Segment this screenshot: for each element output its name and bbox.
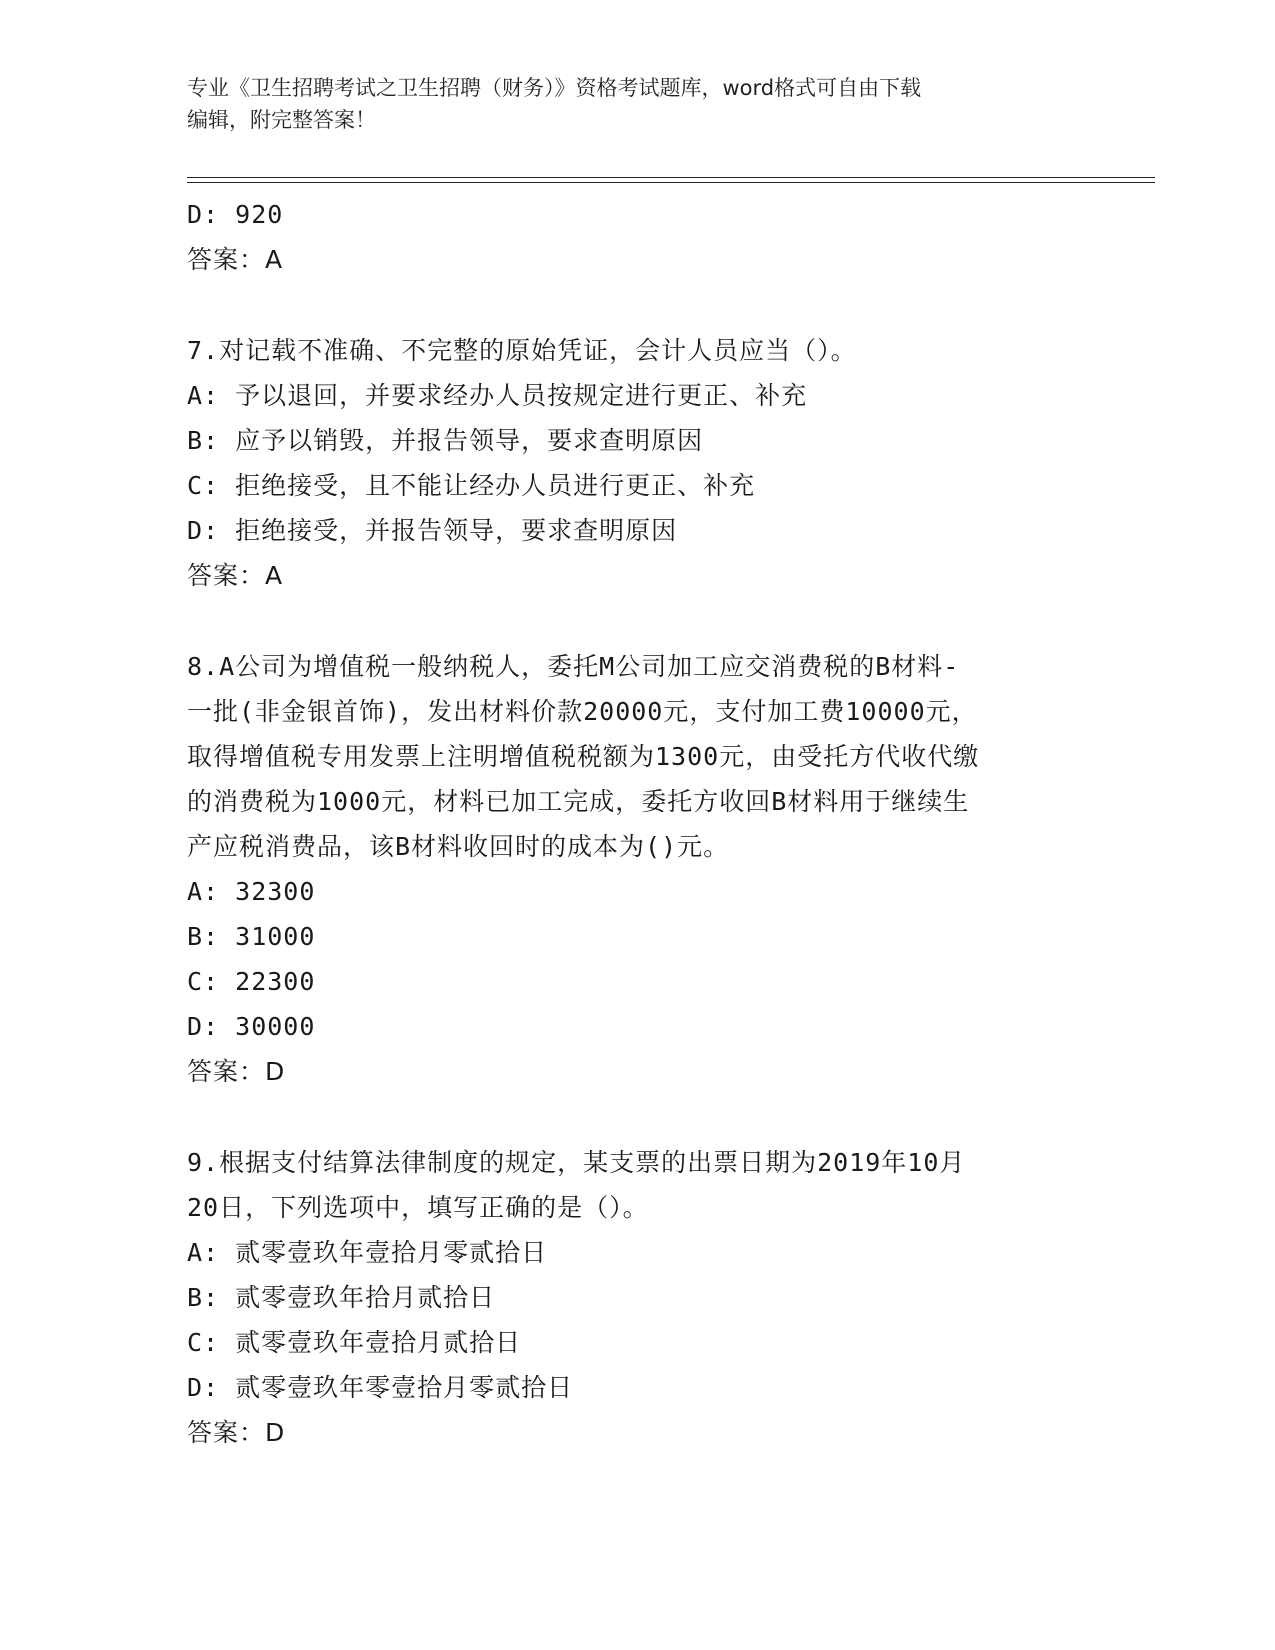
- stem-line: 9.根据支付结算法律制度的规定，某支票的出票日期为2019年10月: [187, 1148, 966, 1177]
- header-divider-thick: [187, 177, 1155, 178]
- header-line-2: 编辑，附完整答案！: [187, 108, 376, 132]
- stem-line: 一批(非金银首饰)，发出材料价款20000元，支付加工费10000元，: [187, 697, 978, 726]
- question-8-stem: [187, 644, 1117, 869]
- header-line-1: 专业《卫生招聘考试之卫生招聘（财务）》资格考试题库，word格式可自由下载: [187, 76, 922, 100]
- question-9-option-d: D: 贰零壹玖年零壹拾月零贰拾日: [187, 1373, 574, 1402]
- question-8-option-b: B: 31000: [187, 922, 316, 951]
- question-8-answer: 答案：D: [187, 1057, 286, 1086]
- question-9-answer: 答案：D: [187, 1418, 286, 1447]
- question-9-option-a: A: 贰零壹玖年壹拾月零贰拾日: [187, 1238, 548, 1267]
- question-8-option-a: A: 32300: [187, 877, 316, 906]
- question-7-option-d: D: 拒绝接受，并报告领导，要求查明原因: [187, 516, 678, 545]
- question-8-option-d: D: 30000: [187, 1012, 316, 1041]
- prev-option-d: D: 920: [187, 200, 284, 229]
- question-7-option-b: B: 应予以销毁，并报告领导，要求查明原因: [187, 426, 704, 455]
- question-8: [187, 644, 1117, 1094]
- question-9: [187, 1140, 1117, 1455]
- question-7-answer: 答案：A: [187, 561, 284, 590]
- stem-line: 20日，下列选项中，填写正确的是（）。: [187, 1193, 649, 1222]
- stem-line: 的消费税为1000元，材料已加工完成，委托方收回B材料用于继续生: [187, 787, 970, 816]
- question-9-option-b: B: 贰零壹玖年拾月贰拾日: [187, 1283, 496, 1312]
- question-7: [187, 328, 1117, 598]
- stem-line: 8.A公司为增值税一般纳税人，委托M公司加工应交消费税的B材料-: [187, 652, 960, 681]
- stem-line: 7.对记载不准确、不完整的原始凭证，会计人员应当（）。: [187, 336, 857, 365]
- question-7-stem: [187, 328, 1117, 373]
- question-7-option-a: A: 予以退回，并要求经办人员按规定进行更正、补充: [187, 381, 808, 410]
- prev-answer: 答案：A: [187, 245, 284, 274]
- stem-line: 产应税消费品，该B材料收回时的成本为()元。: [187, 832, 730, 861]
- header-divider-thin: [187, 182, 1155, 183]
- question-8-option-c: C: 22300: [187, 967, 316, 996]
- question-9-option-c: C: 贰零壹玖年壹拾月贰拾日: [187, 1328, 522, 1357]
- stem-line: 取得增值税专用发票上注明增值税税额为1300元，由受托方代收代缴: [187, 742, 980, 771]
- document-header: [187, 72, 1087, 136]
- question-9-stem: [187, 1140, 1117, 1230]
- question-7-option-c: C: 拒绝接受，且不能让经办人员进行更正、补充: [187, 471, 756, 500]
- document-body: [187, 192, 1117, 1455]
